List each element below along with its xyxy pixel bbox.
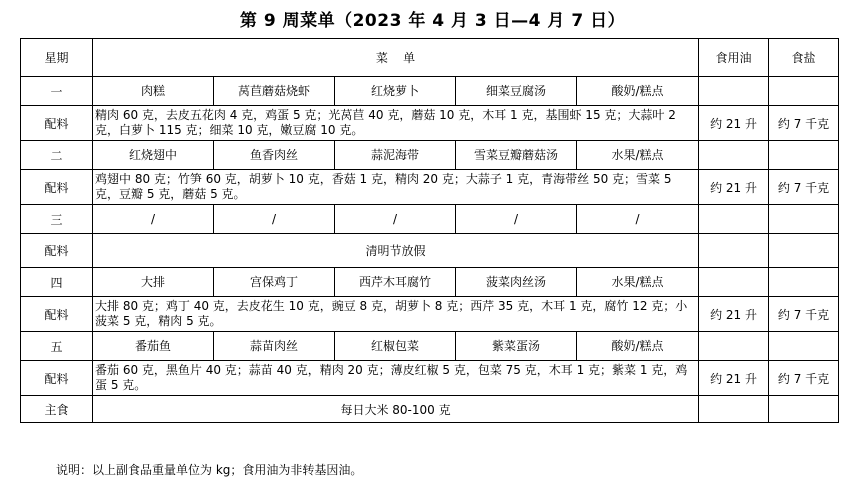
dish-cell: 蒜泥海带 <box>335 141 456 170</box>
ingredient-label: 配料 <box>21 361 93 396</box>
salt-cell-empty <box>769 205 839 234</box>
menu-table <box>20 38 839 423</box>
dish-cell: 蒜苗肉丝 <box>214 332 335 361</box>
salt-cell-empty <box>769 141 839 170</box>
dish-cell: 西芹木耳腐竹 <box>335 268 456 297</box>
staple-row <box>21 396 839 423</box>
salt-cell-empty <box>769 77 839 106</box>
dish-cell: 菠菜肉丝汤 <box>456 268 577 297</box>
dish-cell: 红烧萝卜 <box>335 77 456 106</box>
salt-cell-empty <box>769 268 839 297</box>
oil-amount: 约 21 升 <box>699 106 769 141</box>
page-title: 第 9 周菜单（2023 年 4 月 3 日—4 月 7 日） <box>239 11 626 31</box>
dish-cell: / <box>214 205 335 234</box>
weekday-cell: 五 <box>21 332 93 361</box>
weekday-cell: 一 <box>21 77 93 106</box>
ingredient-label: 配料 <box>21 234 93 268</box>
dish-cell: 水果/糕点 <box>577 268 699 297</box>
header-salt: 食盐 <box>769 39 839 77</box>
dish-cell: / <box>456 205 577 234</box>
salt-cell-empty <box>769 234 839 268</box>
dish-cell: 酸奶/糕点 <box>577 332 699 361</box>
dish-cell: 酸奶/糕点 <box>577 77 699 106</box>
dish-cell: / <box>577 205 699 234</box>
staple-text: 每日大米 80-100 克 <box>93 396 699 423</box>
header-row <box>21 39 839 77</box>
dish-cell: 细菜豆腐汤 <box>456 77 577 106</box>
dish-cell: 红烧翅中 <box>93 141 214 170</box>
salt-cell-empty <box>769 396 839 423</box>
oil-cell-empty <box>699 141 769 170</box>
oil-amount: 约 21 升 <box>699 297 769 332</box>
header-weekday: 星期 <box>21 39 93 77</box>
table-row <box>21 268 839 297</box>
salt-amount: 约 7 千克 <box>769 106 839 141</box>
staple-label: 主食 <box>21 396 93 423</box>
dish-cell: / <box>93 205 214 234</box>
salt-amount: 约 7 千克 <box>769 297 839 332</box>
dish-cell: 鱼香肉丝 <box>214 141 335 170</box>
oil-cell-empty <box>699 268 769 297</box>
dish-cell: 大排 <box>93 268 214 297</box>
oil-cell-empty <box>699 205 769 234</box>
ingredient-label: 配料 <box>21 170 93 205</box>
oil-amount: 约 21 升 <box>699 361 769 396</box>
ingredient-label: 配料 <box>21 297 93 332</box>
table-row <box>21 106 839 141</box>
table-row <box>21 77 839 106</box>
table-row <box>21 297 839 332</box>
weekday-cell: 四 <box>21 268 93 297</box>
table-row <box>21 332 839 361</box>
oil-amount: 约 21 升 <box>699 170 769 205</box>
header-dishes: 菜 单 <box>93 39 699 77</box>
salt-cell-empty <box>769 332 839 361</box>
weekday-cell: 二 <box>21 141 93 170</box>
salt-amount: 约 7 千克 <box>769 170 839 205</box>
table-row <box>21 170 839 205</box>
holiday-notice: 清明节放假 <box>93 234 699 268</box>
dish-cell: 番茄鱼 <box>93 332 214 361</box>
footnote: 说明：以上副食品重量单位为 kg；食用油为非转基因油。 <box>56 463 363 477</box>
dish-cell: 红椒包菜 <box>335 332 456 361</box>
oil-cell-empty <box>699 77 769 106</box>
dish-cell: 水果/糕点 <box>577 141 699 170</box>
ingredients-cell: 大排 80 克；鸡丁 40 克，去皮花生 10 克，豌豆 8 克，胡萝卜 8 克；西芹 35 克，木耳 1 克，腐竹 12 克；小菠菜 5 克，精肉 5 克。 <box>93 297 699 332</box>
dish-cell: / <box>335 205 456 234</box>
ingredient-label: 配料 <box>21 106 93 141</box>
oil-cell-empty <box>699 234 769 268</box>
header-oil: 食用油 <box>699 39 769 77</box>
oil-cell-empty <box>699 332 769 361</box>
weekday-cell: 三 <box>21 205 93 234</box>
dish-cell: 紫菜蛋汤 <box>456 332 577 361</box>
dish-cell: 宫保鸡丁 <box>214 268 335 297</box>
dish-cell: 莴苣蘑菇烧虾 <box>214 77 335 106</box>
salt-amount: 约 7 千克 <box>769 361 839 396</box>
table-row <box>21 141 839 170</box>
table-row <box>21 205 839 234</box>
oil-cell-empty <box>699 396 769 423</box>
ingredients-cell: 鸡翅中 80 克；竹笋 60 克，胡萝卜 10 克，香菇 1 克，精肉 20 克；大蒜子 1 克，青海带丝 50 克；雪菜 5 克，豆瓣 5 克，蘑菇 5 克。 <box>93 170 699 205</box>
ingredients-cell: 精肉 60 克，去皮五花肉 4 克，鸡蛋 5 克；光莴苣 40 克，蘑菇 10 克，木耳 1 克，基围虾 15 克；大蒜叶 2 克，白萝卜 115 克；细菜 10 克，嫩豆腐 10 克。 <box>93 106 699 141</box>
dish-cell: 肉糕 <box>93 77 214 106</box>
ingredients-cell: 番茄 60 克，黑鱼片 40 克；蒜苗 40 克，精肉 20 克；薄皮红椒 5 克，包菜 75 克，木耳 1 克；紫菜 1 克，鸡蛋 5 克。 <box>93 361 699 396</box>
table-row <box>21 361 839 396</box>
dish-cell: 雪菜豆瓣蘑菇汤 <box>456 141 577 170</box>
table-row <box>21 234 839 268</box>
